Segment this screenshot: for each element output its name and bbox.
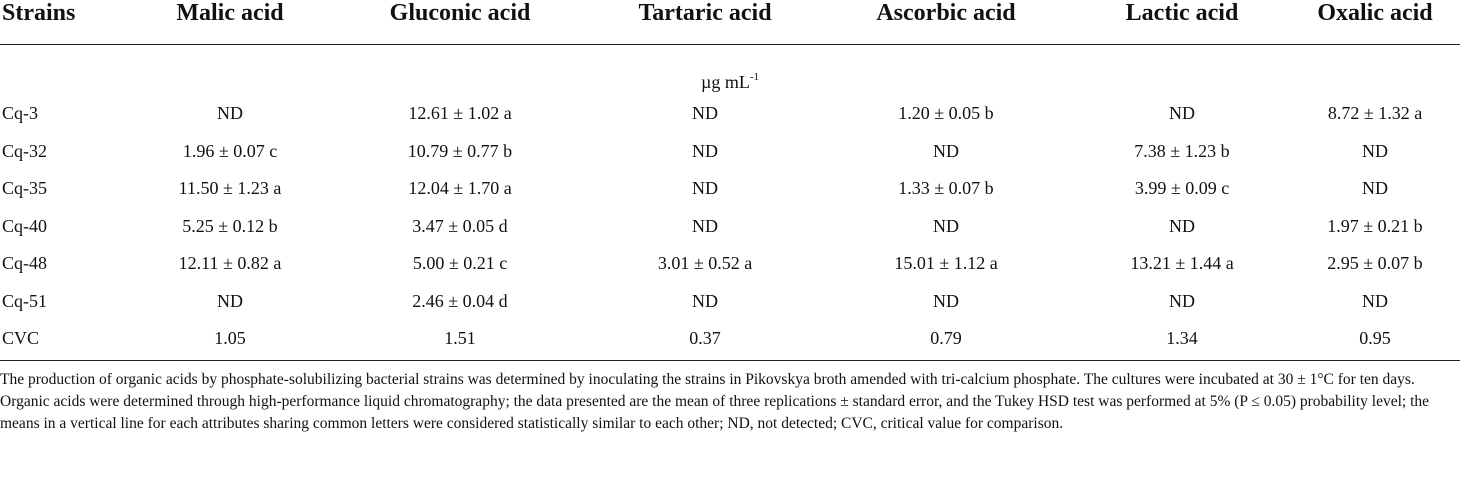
oxalic-acid-cell: ND bbox=[1362, 178, 1388, 198]
lactic-acid-cell: ND bbox=[1169, 103, 1195, 123]
ascorbic-acid-cell: 1.20 ± 0.05 b bbox=[898, 103, 994, 123]
column-header-strains: Strains bbox=[2, 0, 76, 26]
oxalic-acid-cell: 2.95 ± 0.07 b bbox=[1327, 253, 1423, 273]
table-row bbox=[0, 95, 1460, 133]
oxalic-acid-cell: 0.95 bbox=[1359, 328, 1391, 348]
column-header-gluconic-acid: Gluconic acid bbox=[389, 0, 531, 26]
gluconic-acid-cell: 10.79 ± 0.77 b bbox=[407, 140, 513, 161]
oxalic-acid-cell: ND bbox=[1362, 290, 1388, 311]
unit-base: µg mL bbox=[700, 72, 750, 92]
lactic-acid-cell: 13.21 ± 1.44 a bbox=[1130, 253, 1234, 273]
ascorbic-acid-cell: ND bbox=[933, 290, 959, 311]
ascorbic-acid-cell: ND bbox=[933, 140, 959, 161]
lactic-acid-cell: ND bbox=[1169, 290, 1195, 311]
table-footnote: The production of organic acids by phosphate-solubilizing bacterial strains was determined by inoculating the strains in Pikovskya broth amended with tri-calcium phosphate. The cultures were incubated at 30 ± 1°C for ten days. Organic acids were determined through high-performance liquid chromatography; the data presented are the mean of three replications ± standard error, and the Tukey HSD test was performed at 5% (P ≤ 0.05) probability level; the means in a vertical line for each attributes sharing common letters were considered statistically similar to each other; ND, not detected; CVC, critical value for comparison. bbox=[0, 371, 1430, 432]
ascorbic-acid-cell: ND bbox=[933, 215, 959, 236]
table-row bbox=[0, 320, 1460, 361]
oxalic-acid-cell: ND bbox=[1362, 140, 1388, 161]
unit-exponent: -1 bbox=[749, 71, 760, 83]
column-header-lactic-acid: Lactic acid bbox=[1125, 0, 1239, 26]
lactic-acid-cell: 3.99 ± 0.09 c bbox=[1134, 178, 1230, 198]
lactic-acid-cell: 7.38 ± 1.23 b bbox=[1134, 140, 1230, 161]
malic-acid-cell: 11.50 ± 1.23 a bbox=[178, 178, 282, 198]
column-header-ascorbic-acid: Ascorbic acid bbox=[876, 0, 1016, 26]
gluconic-acid-cell: 5.00 ± 0.21 c bbox=[412, 253, 508, 273]
unit-row bbox=[0, 45, 1460, 95]
malic-acid-cell: 5.25 ± 0.12 b bbox=[182, 215, 278, 236]
table-row bbox=[0, 245, 1460, 283]
malic-acid-cell: 12.11 ± 0.82 a bbox=[178, 253, 282, 273]
strain-cell: Cq-35 bbox=[2, 178, 47, 198]
table-row bbox=[0, 170, 1460, 208]
malic-acid-cell: ND bbox=[217, 290, 243, 311]
strain-cell: Cq-48 bbox=[2, 253, 47, 273]
tartaric-acid-cell: 3.01 ± 0.52 a bbox=[657, 253, 753, 273]
gluconic-acid-cell: 12.61 ± 1.02 a bbox=[408, 103, 512, 123]
lactic-acid-cell: ND bbox=[1169, 215, 1195, 236]
tartaric-acid-cell: ND bbox=[692, 178, 718, 198]
gluconic-acid-cell: 12.04 ± 1.70 a bbox=[408, 178, 512, 198]
tartaric-acid-cell: ND bbox=[692, 103, 718, 123]
oxalic-acid-cell: 8.72 ± 1.32 a bbox=[1327, 103, 1423, 123]
gluconic-acid-cell: 1.51 bbox=[444, 328, 476, 348]
column-header-tartaric-acid: Tartaric acid bbox=[638, 0, 772, 26]
table-row bbox=[0, 133, 1460, 171]
tartaric-acid-cell: 0.37 bbox=[689, 328, 721, 348]
strain-cell: Cq-51 bbox=[2, 290, 47, 311]
ascorbic-acid-cell: 0.79 bbox=[930, 328, 962, 348]
gluconic-acid-cell: 3.47 ± 0.05 d bbox=[412, 215, 508, 236]
strain-cell: Cq-3 bbox=[2, 103, 38, 123]
tartaric-acid-cell: ND bbox=[692, 290, 718, 311]
table-header-row bbox=[0, 0, 1460, 45]
malic-acid-cell: 1.96 ± 0.07 c bbox=[182, 140, 278, 161]
ascorbic-acid-cell: 1.33 ± 0.07 b bbox=[898, 178, 994, 198]
gluconic-acid-cell: 2.46 ± 0.04 d bbox=[412, 290, 508, 311]
ascorbic-acid-cell: 15.01 ± 1.12 a bbox=[894, 253, 998, 273]
column-header-oxalic-acid: Oxalic acid bbox=[1317, 0, 1433, 26]
table-row bbox=[0, 208, 1460, 246]
tartaric-acid-cell: ND bbox=[692, 215, 718, 236]
strain-cell: CVC bbox=[2, 328, 40, 348]
table-row bbox=[0, 283, 1460, 321]
malic-acid-cell: 1.05 bbox=[214, 328, 246, 348]
column-header-malic-acid: Malic acid bbox=[176, 0, 284, 26]
malic-acid-cell: ND bbox=[217, 103, 243, 123]
strain-cell: Cq-32 bbox=[2, 140, 47, 161]
strain-cell: Cq-40 bbox=[2, 215, 47, 236]
lactic-acid-cell: 1.34 bbox=[1166, 328, 1198, 348]
unit-label bbox=[0, 67, 1460, 92]
tartaric-acid-cell: ND bbox=[692, 140, 718, 161]
oxalic-acid-cell: 1.97 ± 0.21 b bbox=[1327, 215, 1423, 236]
